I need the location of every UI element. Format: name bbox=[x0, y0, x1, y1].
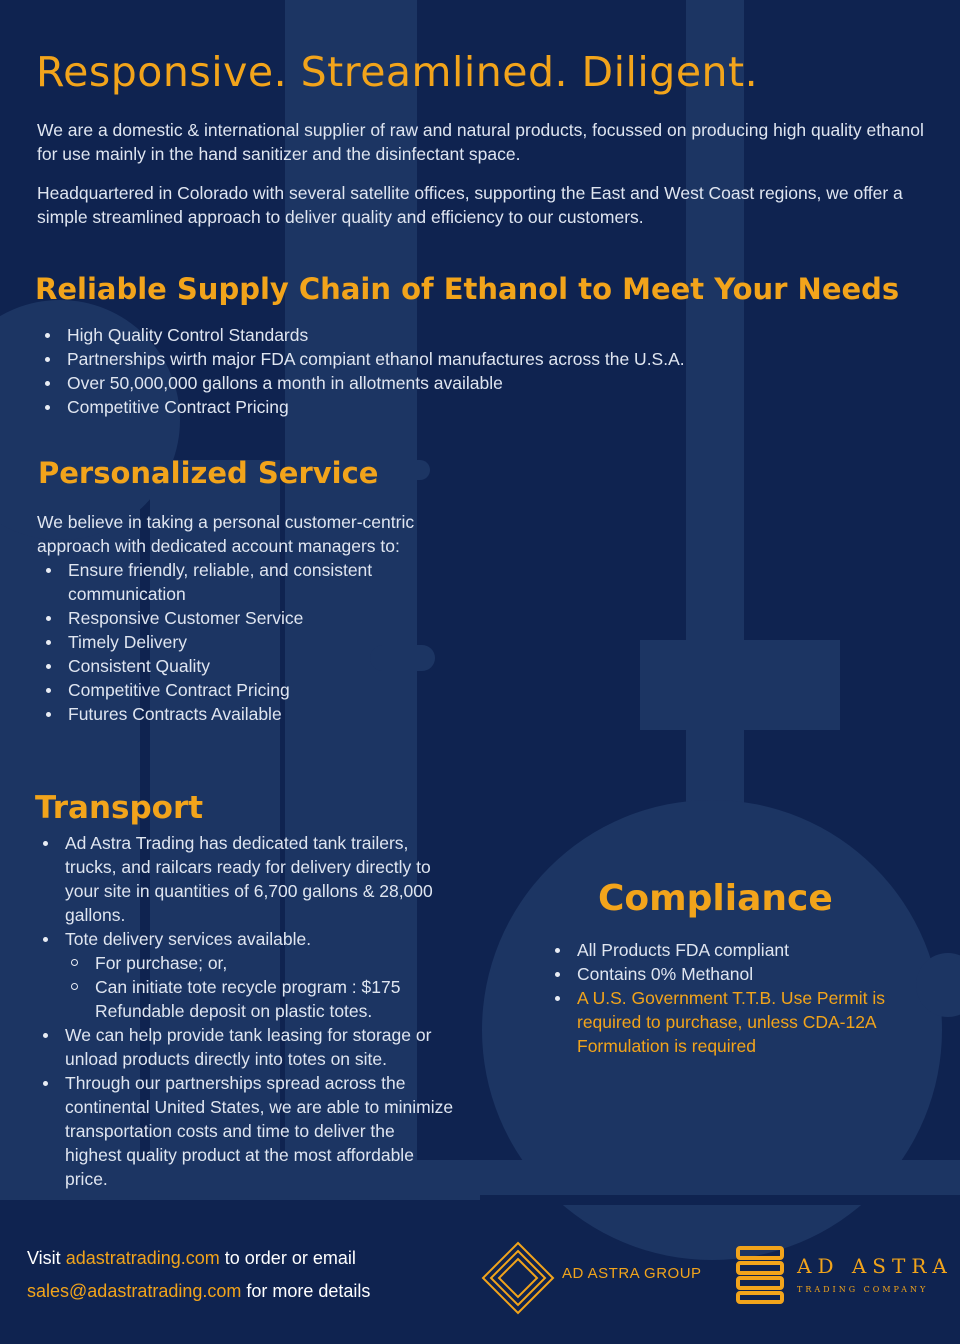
intro-paragraph-2: Headquartered in Colorado with several satellite offices, supporting the East and West Coast regions, we offer a simple streamlined approach to deliver quality and efficiency to our customers. bbox=[37, 183, 903, 227]
list-item: Through our partnerships spread across the continental United States, we are able to minimize transportation costs and time to deliver the highest quality product at the most affordable price. bbox=[35, 1071, 455, 1191]
list-item: High Quality Control Standards bbox=[37, 323, 917, 347]
list-item: Over 50,000,000 gallons a month in allotments available bbox=[37, 371, 917, 395]
sub-list-item: For purchase; or, bbox=[65, 951, 455, 975]
list-item: Responsive Customer Service bbox=[38, 606, 458, 630]
ad-astra-group-logo-icon bbox=[480, 1240, 556, 1316]
personalized-list bbox=[38, 558, 458, 726]
sub-list-item: Can initiate tote recycle program : $175 Refundable deposit on plastic totes. bbox=[65, 975, 455, 1023]
list-item: All Products FDA compliant bbox=[547, 938, 892, 962]
supply-chain-heading: Reliable Supply Chain of Ethanol to Meet Your Needs bbox=[35, 272, 900, 306]
ad-astra-group-label: AD ASTRA GROUP bbox=[562, 1265, 702, 1282]
transport-list bbox=[35, 831, 455, 1191]
list-item-text: Tote delivery services available. bbox=[65, 929, 312, 949]
personalized-heading: Personalized Service bbox=[38, 456, 379, 490]
footer-suffix: for more details bbox=[241, 1281, 371, 1301]
ad-astra-trading-subtitle: TRADING COMPANY bbox=[797, 1285, 929, 1294]
transport-heading: Transport bbox=[35, 790, 204, 826]
list-item: Contains 0% Methanol bbox=[547, 962, 892, 986]
list-item: Timely Delivery bbox=[38, 630, 458, 654]
list-item-highlight: A U.S. Government T.T.B. Use Permit is required to purchase, unless CDA-12A Formulation is required bbox=[547, 986, 892, 1058]
footer-prefix: Visit bbox=[27, 1248, 66, 1268]
compliance-list bbox=[547, 938, 892, 1058]
list-item: Ensure friendly, reliable, and consistent communication bbox=[38, 558, 458, 606]
intro-paragraph-1: We are a domestic & international supplier of raw and natural products, focussed on producing high quality ethanol for use mainly in the hand sanitizer and the disinfectant space. bbox=[37, 120, 924, 164]
list-item: Futures Contracts Available bbox=[38, 702, 458, 726]
ad-astra-trading-title: AD ASTRA bbox=[797, 1254, 953, 1278]
supply-chain-list bbox=[37, 323, 917, 419]
ad-astra-trading-logo-icon bbox=[736, 1246, 784, 1304]
list-item: Competitive Contract Pricing bbox=[38, 678, 458, 702]
headline: Responsive. Streamlined. Diligent. bbox=[36, 48, 759, 96]
list-item: We can help provide tank leasing for storage or unload products directly into totes on site. bbox=[35, 1023, 455, 1071]
list-item: Competitive Contract Pricing bbox=[37, 395, 917, 419]
footer-middle: to order or email bbox=[219, 1248, 356, 1268]
list-item: Partnerships wirth major FDA compiant ethanol manufactures across the U.S.A. bbox=[37, 347, 917, 371]
footer-contact bbox=[27, 1242, 370, 1308]
list-item: Ad Astra Trading has dedicated tank trailers, trucks, and railcars ready for delivery directly to your site in quantities of 6,700 gallons & 28,000 gallons. bbox=[35, 831, 455, 927]
list-item: Consistent Quality bbox=[38, 654, 458, 678]
tote-options-list bbox=[65, 951, 455, 1023]
email-link[interactable]: sales@adastratrading.com bbox=[27, 1281, 242, 1301]
list-item bbox=[35, 927, 455, 1023]
website-link[interactable]: adastratrading.com bbox=[65, 1248, 220, 1268]
personalized-intro: We believe in taking a personal customer-centric approach with dedicated account managers to: bbox=[37, 512, 415, 556]
compliance-heading: Compliance bbox=[598, 878, 833, 919]
